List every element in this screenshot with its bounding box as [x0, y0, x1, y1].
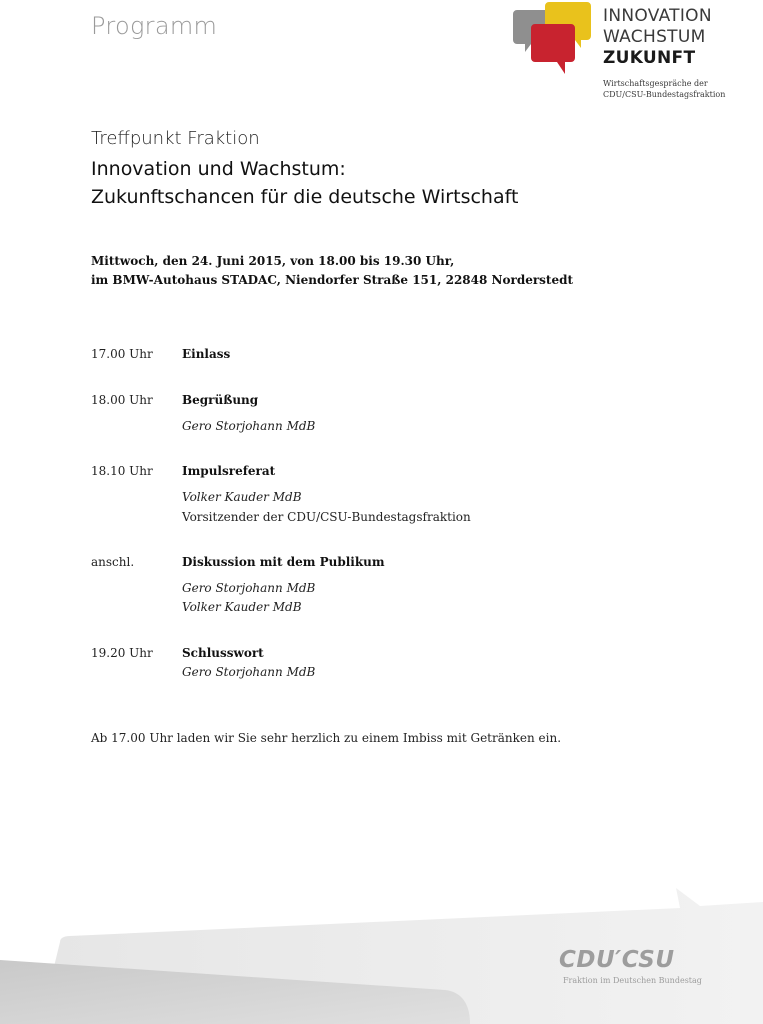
- agenda-title: Impulsreferat: [182, 464, 276, 478]
- logo-line-3: ZUKUNFT: [603, 48, 696, 68]
- logo-subline-1: Wirtschaftsgespräche der: [603, 79, 708, 88]
- red-bubble-icon: [531, 24, 575, 74]
- innovation-logo-wordmark: [603, 6, 712, 69]
- event-date: Mittwoch, den 24. Juni 2015, von 18.00 bis 19.30 Uhr,: [91, 254, 455, 268]
- cdu-csu-subline: Fraktion im Deutschen Bundestag: [563, 976, 702, 985]
- agenda-title: Schlusswort: [182, 646, 264, 660]
- event-date-venue: [91, 252, 573, 290]
- agenda-speaker: Volker Kauder MdB: [182, 490, 302, 504]
- agenda-title: Begrüßung: [182, 393, 259, 407]
- event-venue: im BMW-Autohaus STADAC, Niendorfer Straße 151, 22848 Norderstedt: [91, 273, 574, 287]
- agenda-speaker-role: Vorsitzender der CDU/CSU-Bundestagsfraktion: [182, 510, 471, 524]
- agenda-time: 17.00 Uhr: [91, 347, 153, 361]
- agenda-time: 19.20 Uhr: [91, 646, 153, 660]
- agenda-time: 18.10 Uhr: [91, 464, 153, 478]
- event-title-line-2: Zukunftschancen für die deutsche Wirtschaft: [91, 186, 519, 208]
- agenda-speaker: Gero Storjohann MdB: [182, 419, 316, 433]
- page-title: Programm: [91, 12, 218, 40]
- agenda-title: Einlass: [182, 347, 231, 361]
- logo-line-2: WACHSTUM: [603, 27, 706, 47]
- agenda-speaker: Gero Storjohann MdB: [182, 665, 316, 679]
- agenda-title: Diskussion mit dem Publikum: [182, 555, 385, 569]
- cdu-csu-logo: CDU′CSU: [559, 947, 675, 973]
- closing-note: Ab 17.00 Uhr laden wir Sie sehr herzlich zu einem Imbiss mit Getränken ein.: [91, 731, 562, 745]
- agenda-speaker: Volker Kauder MdB: [182, 600, 302, 614]
- agenda-speaker: Gero Storjohann MdB: [182, 581, 316, 595]
- event-title: [91, 155, 518, 211]
- event-subtitle: Treffpunkt Fraktion: [91, 128, 260, 149]
- logo-subline: [603, 78, 725, 100]
- logo-line-1: INNOVATION: [603, 6, 712, 26]
- logo-subline-2: CDU/CSU-Bundestagsfraktion: [603, 90, 726, 99]
- speech-bubbles-logo-icon: [513, 2, 593, 78]
- event-title-line-1: Innovation und Wachstum:: [91, 158, 346, 180]
- agenda-time: 18.00 Uhr: [91, 393, 153, 407]
- agenda-time: anschl.: [91, 555, 135, 569]
